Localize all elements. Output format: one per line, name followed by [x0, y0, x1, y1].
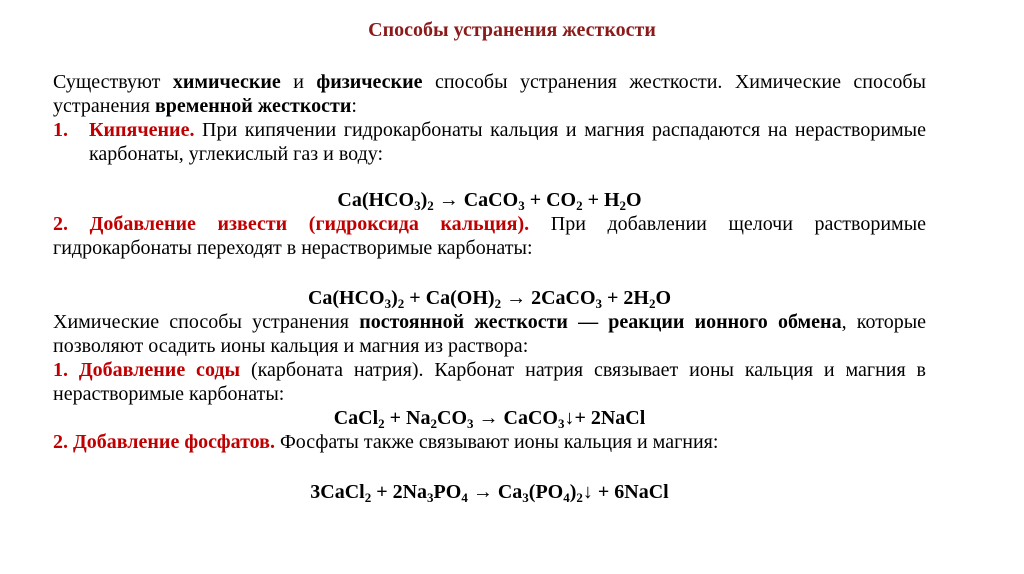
phosphate-paragraph	[53, 430, 926, 454]
intro-bold-temporary: временной жесткости	[154, 95, 352, 117]
boiling-paragraph	[89, 118, 926, 166]
lime-text: При добавлении щелочи растворимые гидрокарбонаты переходят в нерастворимые карбонаты:	[53, 213, 927, 259]
soda-text: (карбоната натрия). Карбонат натрия связывает ионы кальция и магния в нерастворимые карбонаты:	[53, 359, 926, 405]
equation-4: 3CaCl$_2$ + $2Na_3PO_4$ → $Ca_3(PO_4)_2↓$ + 6NaCl	[310, 481, 669, 505]
equation-3: CaCl$_2$ + $Na_2CO_3$ → CaCO$_3$↓+ 2NaCl	[333, 407, 646, 431]
slide-title: Способы устранения жесткости	[368, 19, 656, 41]
list-item-boiling	[53, 118, 926, 166]
intro-bold-chemical: химические	[172, 71, 281, 93]
phosphate-text: Фосфаты также связывают ионы кальция и магния:	[274, 431, 719, 453]
permanent-text-2: , которые позволяют осадить ионы кальция и магния из раствора:	[53, 311, 927, 357]
intro-text-1: Существуют	[53, 71, 173, 93]
list-number: 1.	[53, 119, 68, 141]
permanent-bold: постоянной жесткости — реакции ионного обмена	[359, 311, 842, 333]
permanent-hardness-paragraph	[53, 310, 926, 358]
intro-text-3: способы устранения жесткости. Химические способы устранения	[53, 71, 926, 117]
lime-heading: 2. Добавление извести (гидроксида кальция).	[53, 213, 530, 235]
permanent-text-1: Химические способы устранения	[53, 311, 360, 333]
intro-paragraph	[53, 70, 926, 118]
equation-1: $Ca(HCO_3)_2$ → CaCO$_3$ + $CO_2 + H_2O$	[337, 189, 642, 213]
intro-bold-physical: физические	[316, 71, 423, 93]
phosphate-heading: 2. Добавление фосфатов.	[53, 431, 275, 453]
slide-body	[53, 70, 926, 504]
equation-2: $Ca(HCO_3)_2 + Ca(OH)_2$ → 2CaCO$_3$ + $2H_2O$	[307, 287, 672, 311]
soda-paragraph	[53, 358, 926, 406]
intro-text-2: и	[280, 71, 317, 93]
lime-paragraph	[53, 212, 926, 260]
boiling-text: При кипячении гидрокарбонаты кальция и магния распадаются на нерастворимые карбонаты, углекислый газ и воду:	[89, 119, 926, 165]
soda-heading: 1. Добавление соды	[53, 359, 241, 381]
boiling-heading: Кипячение.	[89, 119, 195, 141]
intro-text-4: :	[351, 95, 357, 117]
